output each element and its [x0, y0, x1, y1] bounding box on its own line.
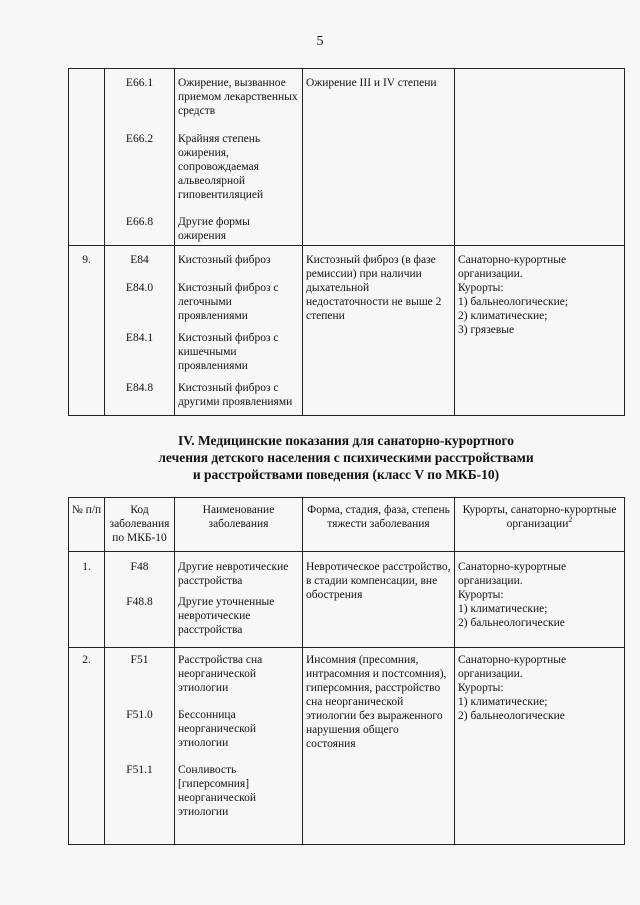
resort-line: 2) климатические; — [458, 310, 548, 322]
disease-name: Кистозный фиброз — [178, 254, 271, 266]
disease-form: Инсомния (пресомния, интрасомния и постсомния), гиперсомния, расстройство сна неорганической этиологии без выраженного нарушения общего состояния — [303, 648, 455, 845]
disease-code: E84 — [130, 254, 149, 266]
resort-line: Курорты: — [458, 682, 504, 694]
header-number: № п/п — [69, 498, 105, 552]
table-header-row — [69, 498, 625, 552]
disease-name: Ожирение, вызванное приемом лекарственных средств — [178, 77, 298, 117]
resort-line: Санаторно-курортные организации. — [458, 654, 567, 680]
disease-name: Другие уточненные невротические расстройства — [178, 596, 275, 636]
header-name: Наименование заболевания — [175, 498, 303, 552]
resort-line: 2) бальнеологические — [458, 617, 565, 629]
disease-code: F51.0 — [126, 709, 153, 721]
resort-line: 1) бальнеологические; — [458, 296, 569, 308]
resort-line: Санаторно-курортные организации. — [458, 561, 567, 587]
resort-line: 1) климатические; — [458, 603, 548, 615]
resort-line: Санаторно-курортные организации. — [458, 254, 567, 280]
disease-name: Бессонница неорганической этиологии — [178, 709, 257, 749]
resorts-cell — [455, 552, 625, 648]
disease-code: E84.1 — [125, 332, 154, 344]
disease-code: E66.1 — [125, 77, 154, 89]
disease-name: Кистозный фиброз с легочными проявлениями — [178, 282, 279, 322]
disease-code: F51.1 — [126, 764, 153, 776]
psychiatric-indications-table — [68, 497, 625, 845]
table-row — [69, 648, 625, 845]
disease-name: Крайняя степень ожирения, сопровождаемая альвеолярной гиповентиляцией — [178, 133, 264, 201]
table-row — [69, 69, 625, 246]
resort-line: Курорты: — [458, 589, 504, 601]
row-number: 9. — [69, 246, 105, 416]
resort-line: 1) климатические; — [458, 696, 548, 708]
header-form: Форма, стадия, фаза, степень тяжести заболевания — [303, 498, 455, 552]
disease-name: Расстройства сна неорганической этиологии — [178, 654, 263, 694]
disease-name: Кистозный фиброз с кишечными проявлениями — [178, 332, 279, 372]
resort-line: 3) грязевые — [458, 324, 515, 336]
resort-line: Курорты: — [458, 282, 504, 294]
disease-code: E66.8 — [125, 216, 154, 228]
resorts-cell — [455, 69, 625, 246]
disease-name: Сонливость [гиперсомния] неорганической этиологии — [178, 764, 257, 818]
resorts-cell — [455, 648, 625, 845]
diseases-table-continued — [68, 68, 625, 416]
resort-line: 2) бальнеологические — [458, 710, 565, 722]
disease-code: E84.0 — [125, 282, 154, 294]
disease-form: Кистозный фиброз (в фазе ремиссии) при наличии дыхательной недостаточности не выше 2 степени — [303, 246, 455, 416]
header-code: Код заболевания по МКБ-10 — [105, 498, 175, 552]
section-heading: IV. Медицинские показания для санаторно-курортного лечения детского населения с психическими расстройствами и расстройствами поведения (класс V по МКБ-10) — [158, 433, 534, 482]
disease-form: Ожирение III и IV степени — [303, 69, 455, 246]
disease-name: Кистозный фиброз с другими проявлениями — [178, 382, 293, 408]
disease-name: Другие невротические расстройства — [178, 561, 289, 587]
row-number: 2. — [69, 648, 105, 845]
disease-code: E66.2 — [125, 133, 154, 145]
table-row — [69, 552, 625, 648]
row-number — [69, 69, 105, 246]
disease-form: Невротическое расстройство, в стадии компенсации, вне обострения — [303, 552, 455, 648]
disease-code: F48.8 — [126, 596, 153, 608]
table-row — [69, 246, 625, 416]
page-number: 5 — [316, 34, 324, 49]
disease-code: F48 — [130, 561, 149, 573]
resorts-cell — [455, 246, 625, 416]
disease-code: F51 — [130, 654, 149, 666]
header-resorts: Курорты, санаторно-курортные организации$^2$ — [455, 498, 625, 552]
disease-code: E84.8 — [125, 382, 154, 394]
disease-name: Другие формы ожирения — [178, 216, 250, 242]
row-number: 1. — [69, 552, 105, 648]
